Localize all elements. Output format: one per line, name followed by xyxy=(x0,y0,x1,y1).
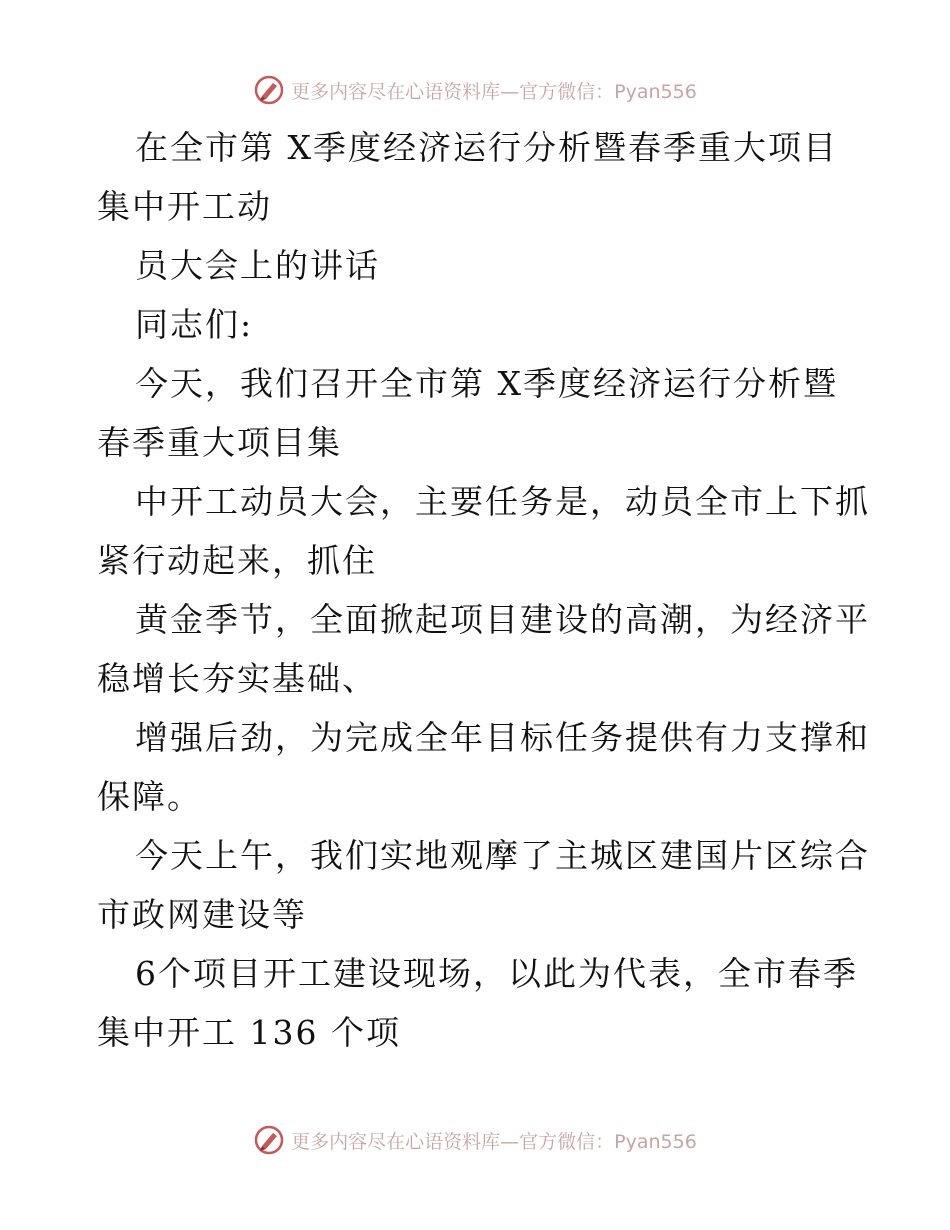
pen-logo-icon xyxy=(253,74,285,106)
text-line: 春季重大项目集 xyxy=(97,423,342,462)
text-line: 在全市第 X季度经济运行分析暨春季重大项目 xyxy=(135,128,838,167)
text-line: 今天上午，我们实地观摩了主城区建国片区综合 xyxy=(135,836,870,875)
text-line: 集中开工动 xyxy=(97,187,272,226)
text-line: 保障。 xyxy=(97,777,202,816)
text-line: 市政网建设等 xyxy=(97,895,307,934)
text-line: 中开工动员大会，主要任务是，动员全市上下抓 xyxy=(135,482,870,521)
text-line: 同志们: xyxy=(135,305,254,344)
text-line: 增强后劲，为完成全年目标任务提供有力支撑和 xyxy=(135,718,870,757)
text-line: 集中开工 136 个项 xyxy=(97,1013,401,1052)
header-watermark xyxy=(0,70,950,110)
text-line: 员大会上的讲话 xyxy=(135,246,380,285)
text-line: 黄金季节，全面掀起项目建设的高潮，为经济平 xyxy=(135,600,870,639)
text-line: 今天，我们召开全市第 X季度经济运行分析暨 xyxy=(135,364,838,403)
text-line: 6个项目开工建设现场，以此为代表，全市春季 xyxy=(135,954,858,993)
text-line: 稳增长夯实基础、 xyxy=(97,659,377,698)
text-line: 紧行动起来，抓住 xyxy=(97,541,377,580)
footer-watermark xyxy=(0,1120,950,1160)
watermark-text: 更多内容尽在心语资料库—官方微信：Pyan556 xyxy=(291,1130,697,1153)
watermark-group xyxy=(253,74,697,106)
watermark-text: 更多内容尽在心语资料库—官方微信：Pyan556 xyxy=(291,80,697,103)
watermark-group xyxy=(253,1124,697,1156)
document-body xyxy=(97,118,870,1062)
pen-logo-icon xyxy=(253,1124,285,1156)
